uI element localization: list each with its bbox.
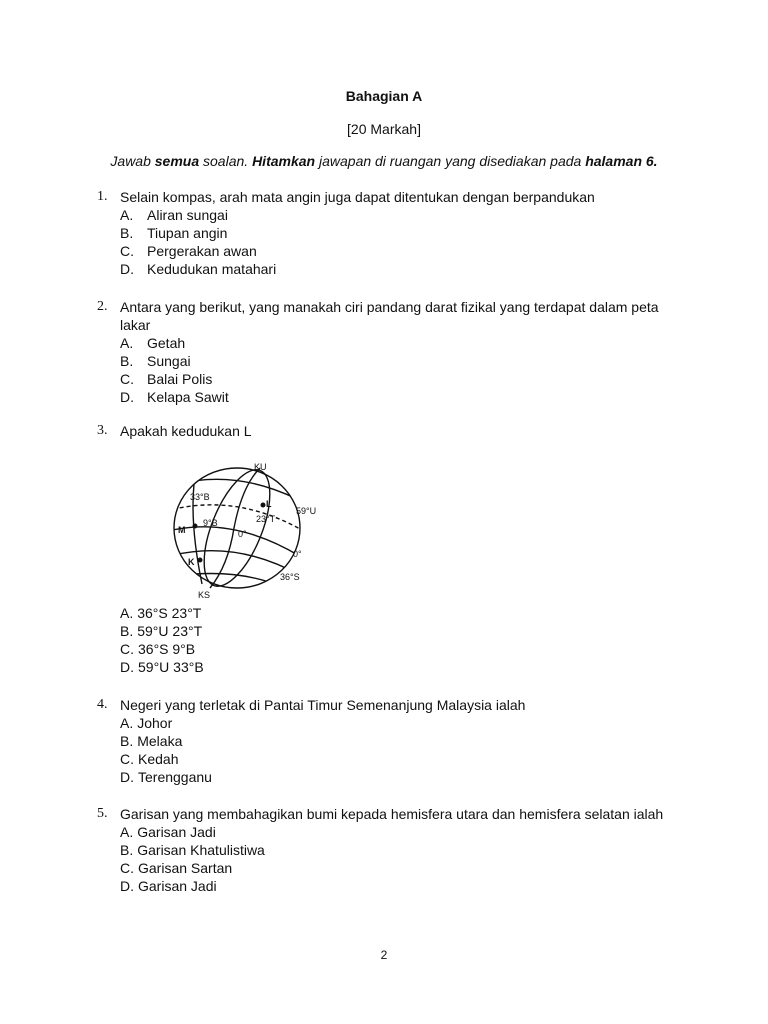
option-b: B. Sungai	[120, 353, 191, 369]
option-c: C. Garisan Sartan	[120, 860, 233, 876]
label-ks: KS	[198, 590, 211, 600]
option-d: D. Garisan Jadi	[120, 878, 217, 894]
globe-diagram	[150, 456, 330, 606]
question-2	[97, 298, 677, 406]
question-text: Selain kompas, arah mata angin juga dapat ditentukan dengan berpandukan	[120, 189, 595, 205]
option-c: C. 36°S 9°B	[120, 641, 196, 657]
meridian-ellipse	[191, 461, 284, 595]
question-number: 3.	[97, 423, 108, 438]
option-list	[120, 604, 697, 676]
option-b: B. Tiupan angin	[120, 225, 228, 241]
question-4	[97, 696, 697, 786]
option-b: B. Melaka	[120, 733, 183, 749]
label-0-right: 0°	[293, 549, 302, 559]
label-59u: 59°U	[296, 506, 317, 516]
question-1	[97, 188, 697, 278]
point-k	[198, 558, 203, 563]
point-m	[193, 524, 198, 529]
question-3-options	[97, 604, 697, 676]
option-c: C. Pergerakan awan	[120, 243, 257, 259]
option-d: D. Kedudukan matahari	[120, 261, 277, 277]
label-l: L	[266, 499, 272, 509]
point-l	[261, 503, 266, 508]
question-text: Antara yang berikut, yang manakah ciri pandang darat fizikal yang terdapat dalam peta lakar	[120, 299, 659, 333]
option-list	[120, 823, 697, 895]
label-9b: 9°B	[203, 518, 218, 528]
label-33b: 33°B	[190, 492, 210, 502]
option-a: A. 36°S 23°T	[120, 605, 202, 621]
option-d: D. Terengganu	[120, 769, 212, 785]
option-list	[120, 334, 677, 406]
question-3	[97, 422, 697, 440]
option-d: D. Kelapa Sawit	[120, 389, 229, 405]
marks-label: [20 Markah]	[347, 121, 421, 137]
page-number: 2	[380, 948, 388, 962]
option-c: C. Balai Polis	[120, 371, 213, 387]
option-b: B. Garisan Khatulistiwa	[120, 842, 265, 858]
label-0-center: 0°	[238, 529, 247, 539]
question-5	[97, 805, 697, 895]
option-b: B. 59°U 23°T	[120, 623, 203, 639]
option-c: C. Kedah	[120, 751, 179, 767]
option-a: A. Getah	[120, 335, 186, 351]
option-list	[120, 714, 697, 786]
question-number: 5.	[97, 806, 108, 821]
label-m: M	[178, 525, 186, 535]
label-36s: 36°S	[280, 572, 300, 582]
question-number: 1.	[97, 189, 108, 204]
question-text: Garisan yang membahagikan bumi kepada hemisfera utara dan hemisfera selatan ialah	[120, 806, 664, 822]
instructions: Jawab semua soalan. Hitamkan jawapan di ruangan yang disediakan pada halaman 6.	[110, 153, 658, 169]
label-ku: KU	[254, 462, 267, 472]
question-number: 2.	[97, 299, 108, 314]
label-k: K	[188, 557, 195, 567]
label-23t: 23°T	[256, 514, 276, 524]
question-text: Negeri yang terletak di Pantai Timur Semenanjung Malaysia ialah	[120, 697, 526, 713]
option-a: A. Garisan Jadi	[120, 824, 216, 840]
option-a: A. Aliran sungai	[120, 207, 228, 223]
option-d: D. 59°U 33°B	[120, 659, 204, 675]
question-text: Apakah kedudukan L	[120, 423, 252, 439]
section-title: Bahagian A	[345, 88, 423, 104]
globe-outline	[174, 468, 300, 588]
option-a: A. Johor	[120, 715, 173, 731]
option-list	[120, 206, 697, 278]
question-number: 4.	[97, 697, 108, 712]
